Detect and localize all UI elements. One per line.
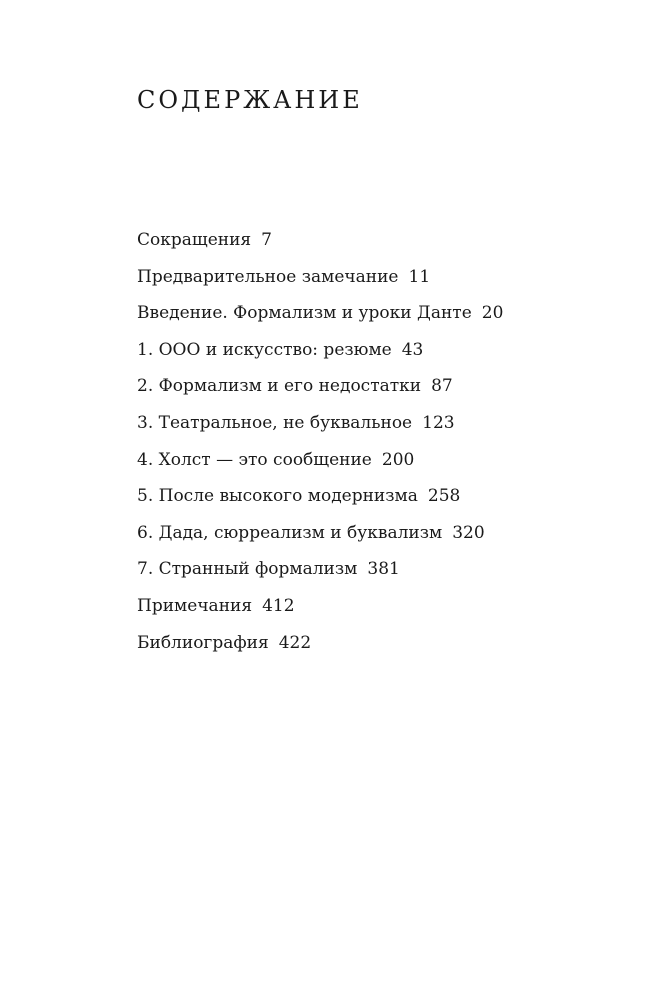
toc-entry-title: 3. Театральное, не буквальное bbox=[137, 412, 413, 433]
toc-entry-title: Примечания bbox=[137, 595, 253, 616]
toc-entry-chapter-3[interactable] bbox=[137, 411, 503, 448]
toc-entry-chapter-5[interactable] bbox=[137, 484, 503, 521]
toc-entry-page: 11 bbox=[408, 266, 431, 287]
toc-entry-bibliography[interactable] bbox=[137, 631, 503, 668]
toc-entry-page: 422 bbox=[278, 632, 312, 653]
toc-entry-title: 4. Холст — это сообщение bbox=[137, 449, 372, 470]
toc-entry-page: 20 bbox=[481, 303, 504, 324]
toc-entry-chapter-4[interactable] bbox=[137, 448, 503, 485]
toc-entry-page: 258 bbox=[427, 486, 461, 507]
toc-entry-title: 2. Формализм и его недостатки bbox=[137, 376, 422, 397]
toc-entry-page: 87 bbox=[431, 376, 453, 397]
toc-entry-page: 412 bbox=[262, 595, 295, 616]
table-of-contents bbox=[137, 228, 503, 667]
toc-entry-page: 7 bbox=[261, 230, 272, 250]
toc-entry-chapter-7[interactable] bbox=[137, 557, 503, 594]
page-title: СОДЕРЖАНИЕ bbox=[137, 86, 363, 114]
toc-entry-page: 200 bbox=[381, 449, 415, 470]
toc-entry-title: 7. Странный формализм bbox=[137, 559, 358, 580]
toc-entry-preliminary-note[interactable] bbox=[137, 265, 503, 302]
toc-entry-page: 381 bbox=[367, 559, 400, 580]
toc-entry-page: 320 bbox=[452, 522, 485, 543]
toc-entry-title: 6. Дада, сюрреализм и буквализм bbox=[137, 522, 443, 543]
toc-entry-notes[interactable] bbox=[137, 594, 503, 631]
toc-entry-title: Сокращения bbox=[137, 230, 252, 250]
toc-entry-title: Введение. Формализм и уроки Данте bbox=[137, 303, 472, 324]
toc-entry-abbreviations[interactable] bbox=[137, 228, 503, 265]
toc-entry-title: Библиография bbox=[137, 632, 269, 653]
toc-entry-chapter-1[interactable] bbox=[137, 338, 503, 375]
toc-entry-introduction[interactable] bbox=[137, 301, 503, 338]
toc-entry-title: 5. После высокого модернизма bbox=[137, 486, 418, 507]
toc-entry-page: 123 bbox=[422, 412, 455, 433]
toc-entry-chapter-6[interactable] bbox=[137, 521, 503, 558]
toc-entry-title: 1. ООО и искусство: резюме bbox=[137, 339, 392, 360]
toc-entry-title: Предварительное замечание bbox=[137, 266, 399, 287]
toc-entry-chapter-2[interactable] bbox=[137, 374, 503, 411]
toc-entry-page: 43 bbox=[401, 339, 424, 360]
